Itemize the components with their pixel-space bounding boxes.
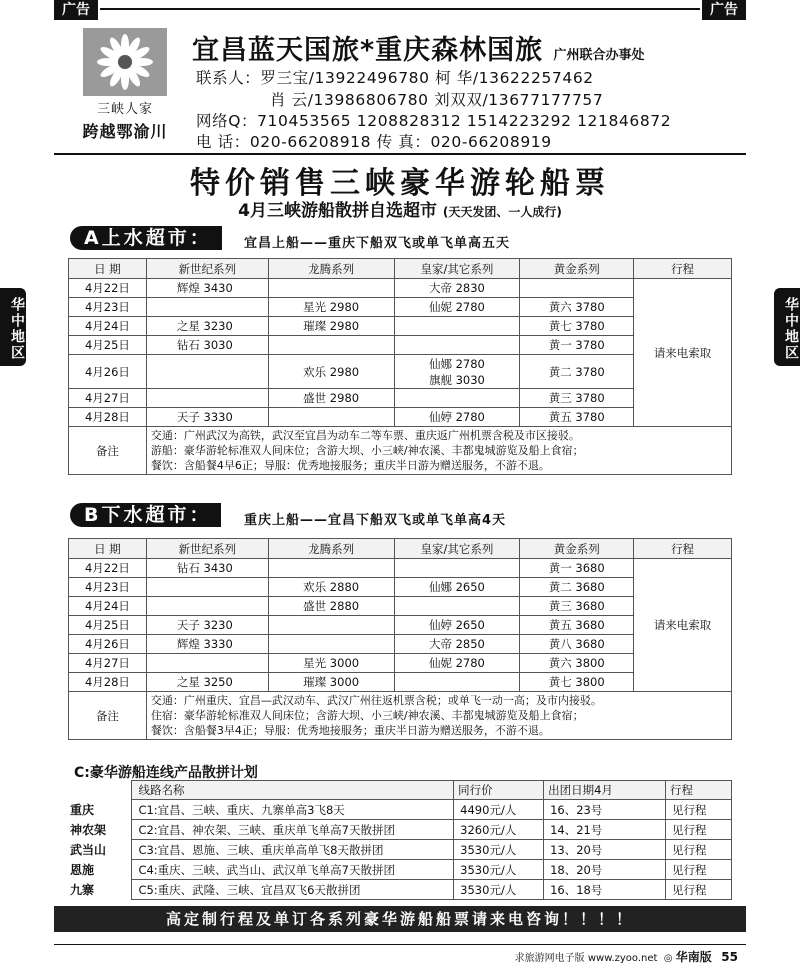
ad-label-left: 广告 bbox=[54, 0, 98, 20]
table-cell: 黄三 3680 bbox=[520, 597, 634, 616]
table-header: 日 期 bbox=[69, 539, 147, 559]
contact-line-2: 肖 云/13986806780 刘双双/13677177757 bbox=[270, 91, 604, 109]
table-cell: 16、23号 bbox=[544, 800, 666, 820]
table-cell: 黄一 3680 bbox=[520, 559, 634, 578]
table-cell bbox=[394, 389, 520, 408]
table-cell: 见行程 bbox=[666, 840, 732, 860]
company-logo bbox=[64, 28, 186, 146]
route-label: 恩施 bbox=[70, 863, 95, 877]
footer-brand: 华南版 bbox=[675, 950, 712, 964]
section-a-tag: A上水超市： bbox=[70, 226, 222, 250]
table-cell: 4月23日 bbox=[69, 298, 147, 317]
table-cell bbox=[268, 559, 394, 578]
remark-line: 游船：豪华游轮标准双人间床位；含游大坝、小三峡/神农溪、丰都鬼城游览及船上食宿； bbox=[150, 444, 584, 457]
table-cell bbox=[268, 336, 394, 355]
table-cell: 璀璨 2980 bbox=[268, 317, 394, 336]
table-header: 新世纪系列 bbox=[146, 259, 268, 279]
table-cell: 盛世 2880 bbox=[268, 597, 394, 616]
table-header: 皇家/其它系列 bbox=[394, 539, 520, 559]
table-cell: 见行程 bbox=[666, 820, 732, 840]
table-cell: 黄七 3800 bbox=[520, 673, 634, 692]
top-rule bbox=[100, 8, 700, 10]
table-row bbox=[68, 860, 732, 880]
remarks-text bbox=[146, 692, 731, 740]
route-label: 九寨 bbox=[70, 883, 95, 897]
table-cell bbox=[268, 279, 394, 298]
table-cell: C5:重庆、武隆、三峡、宜昌双飞6天散拼团 bbox=[132, 880, 454, 900]
table-row bbox=[69, 389, 732, 408]
table-cell bbox=[146, 654, 268, 673]
table-cell: 4月24日 bbox=[69, 597, 147, 616]
table-row bbox=[69, 616, 732, 635]
table-cell: 4月25日 bbox=[69, 336, 147, 355]
footer-site: 求旅游网电子版 www.zyoo.net bbox=[514, 953, 658, 964]
contact-line-3: 网络Q：710453565 1208828312 1514223292 121846872 bbox=[196, 112, 672, 130]
table-cell: 黄五 3680 bbox=[520, 616, 634, 635]
region-tab-left: 华中地区 bbox=[0, 288, 26, 366]
contact-line-1: 联系人：罗三宝/13922496780 柯 华/13622257462 bbox=[196, 69, 594, 87]
table-cell: 4月26日 bbox=[69, 635, 147, 654]
table-cell: 3530元/人 bbox=[454, 860, 544, 880]
table-cell: 黄二 3780 bbox=[520, 355, 634, 389]
table-row bbox=[69, 298, 732, 317]
table-cell: 3260元/人 bbox=[454, 820, 544, 840]
company-name bbox=[192, 28, 645, 67]
table-cell bbox=[146, 298, 268, 317]
table-c-header: 行程 bbox=[666, 781, 732, 800]
table-cell: 仙娜 2650 bbox=[394, 578, 520, 597]
table-cell: 大帝 2830 bbox=[394, 279, 520, 298]
table-cell: 之星 3250 bbox=[146, 673, 268, 692]
table-row bbox=[68, 820, 732, 840]
table-cell bbox=[146, 597, 268, 616]
table-cell bbox=[268, 616, 394, 635]
table-row bbox=[69, 654, 732, 673]
table-cell: 欢乐 2980 bbox=[268, 355, 394, 389]
table-c-corner bbox=[68, 781, 132, 800]
company-office: 广州联合办事处 bbox=[553, 48, 645, 63]
table-cell: 4月27日 bbox=[69, 654, 147, 673]
footer-banner: 高定制行程及单订各系列豪华游船船票请来电咨询！！！！ bbox=[54, 906, 746, 932]
table-cell: 见行程 bbox=[666, 800, 732, 820]
region-tab-right: 华中地区 bbox=[774, 288, 800, 366]
table-cell bbox=[268, 635, 394, 654]
table-cell: 仙婷 2650 bbox=[394, 616, 520, 635]
table-cell: 3530元/人 bbox=[454, 880, 544, 900]
route-label: 神农架 bbox=[70, 823, 107, 837]
header-rule bbox=[54, 153, 746, 155]
table-cell: C1:宜昌、三峡、重庆、九寨单高3飞8天 bbox=[132, 800, 454, 820]
table-cell: 4月23日 bbox=[69, 578, 147, 597]
logo-line1: 三峡人家 bbox=[96, 102, 153, 117]
table-row bbox=[68, 800, 732, 820]
table-cell: 4月24日 bbox=[69, 317, 147, 336]
table-cell bbox=[394, 673, 520, 692]
table-cell bbox=[520, 279, 634, 298]
table-cell: 4月22日 bbox=[69, 279, 147, 298]
table-c-header: 出团日期4月 bbox=[544, 781, 666, 800]
table-cell: 星光 2980 bbox=[268, 298, 394, 317]
table-cell: 4月25日 bbox=[69, 616, 147, 635]
table-cell: 18、20号 bbox=[544, 860, 666, 880]
table-cell bbox=[394, 597, 520, 616]
table-cell: 见行程 bbox=[666, 880, 732, 900]
remarks-text bbox=[146, 427, 731, 475]
table-c-header: 同行价 bbox=[454, 781, 544, 800]
table-cell: C2:宜昌、神农架、三峡、重庆单飞单高7天散拼团 bbox=[132, 820, 454, 840]
table-cell: C4:重庆、三峡、武当山、武汉单飞单高7天散拼团 bbox=[132, 860, 454, 880]
table-cell: 仙婷 2780 bbox=[394, 408, 520, 427]
route-label: 重庆 bbox=[70, 803, 95, 817]
table-cell: C3:宜昌、恩施、三峡、重庆单高单飞8天散拼团 bbox=[132, 840, 454, 860]
remark-line: 餐饮：含船餐3早4正；导服：优秀地接服务；重庆半日游为赠送服务，不游不退。 bbox=[150, 724, 550, 737]
table-cell: 4月22日 bbox=[69, 559, 147, 578]
flower-icon bbox=[83, 28, 167, 96]
remarks-label: 备注 bbox=[69, 427, 147, 475]
remarks-label: 备注 bbox=[69, 692, 147, 740]
table-header: 龙腾系列 bbox=[268, 539, 394, 559]
table-cell bbox=[394, 336, 520, 355]
table-cell bbox=[146, 578, 268, 597]
table-cell: 14、21号 bbox=[544, 820, 666, 840]
table-cell: 仙妮 2780 bbox=[394, 654, 520, 673]
table-cell: 13、20号 bbox=[544, 840, 666, 860]
table-row bbox=[69, 597, 732, 616]
table-header: 龙腾系列 bbox=[268, 259, 394, 279]
table-cell: 欢乐 2880 bbox=[268, 578, 394, 597]
table-cell: 仙妮 2780 bbox=[394, 298, 520, 317]
table-cell: 4月26日 bbox=[69, 355, 147, 389]
remark-line: 餐饮：含船餐4早6正；导服：优秀地接服务；重庆半日游为赠送服务，不游不退。 bbox=[150, 459, 550, 472]
table-header: 黄金系列 bbox=[520, 539, 634, 559]
table-row bbox=[69, 336, 732, 355]
route-label: 武当山 bbox=[70, 843, 107, 857]
table-header: 行程 bbox=[634, 259, 732, 279]
table-cell: 黄二 3680 bbox=[520, 578, 634, 597]
table-row bbox=[69, 635, 732, 654]
table-cell: 辉煌 3330 bbox=[146, 635, 268, 654]
itinerary-cell: 请来电索取 bbox=[634, 559, 732, 692]
table-b bbox=[68, 538, 732, 740]
section-b-note: 重庆上船——宜昌下船双飞或单飞单高4天 bbox=[244, 513, 507, 528]
subtitle-note: (天天发团、一人成行) bbox=[442, 205, 562, 219]
table-cell: 黄三 3780 bbox=[520, 389, 634, 408]
globe-icon: ◎ bbox=[663, 953, 673, 964]
table-cell: 黄一 3780 bbox=[520, 336, 634, 355]
table-header: 黄金系列 bbox=[520, 259, 634, 279]
table-cell: 天子 3330 bbox=[146, 408, 268, 427]
page-number: 55 bbox=[721, 950, 738, 964]
table-c bbox=[68, 780, 732, 900]
table-cell: 3530元/人 bbox=[454, 840, 544, 860]
table-cell: 大帝 2850 bbox=[394, 635, 520, 654]
table-header: 行程 bbox=[634, 539, 732, 559]
table-cell bbox=[394, 317, 520, 336]
table-row bbox=[69, 279, 732, 298]
footer-rule bbox=[54, 944, 746, 945]
table-row bbox=[69, 578, 732, 597]
table-row bbox=[68, 840, 732, 860]
table-cell: 仙娜 2780 旗舰 3030 bbox=[394, 355, 520, 389]
table-row bbox=[69, 355, 732, 389]
company-title: 宜昌蓝天国旅*重庆森林国旅 bbox=[192, 35, 544, 66]
section-c-title: C:豪华游船连线产品散拼计划 bbox=[74, 765, 258, 781]
ad-label-right: 广告 bbox=[702, 0, 746, 20]
table-cell: 天子 3230 bbox=[146, 616, 268, 635]
table-cell: 4月28日 bbox=[69, 408, 147, 427]
table-cell bbox=[146, 355, 268, 389]
remarks-row bbox=[69, 427, 732, 475]
table-cell: 黄七 3780 bbox=[520, 317, 634, 336]
table-header: 皇家/其它系列 bbox=[394, 259, 520, 279]
table-cell: 见行程 bbox=[666, 860, 732, 880]
table-cell: 之星 3230 bbox=[146, 317, 268, 336]
logo-line2: 跨越鄂渝川 bbox=[82, 122, 168, 141]
contact-line-4: 电 话：020-66208918 传 真：020-66208919 bbox=[196, 133, 552, 151]
table-cell: 黄八 3680 bbox=[520, 635, 634, 654]
table-header: 新世纪系列 bbox=[146, 539, 268, 559]
subtitle bbox=[0, 196, 800, 221]
table-cell: 钻石 3030 bbox=[146, 336, 268, 355]
table-cell: 4490元/人 bbox=[454, 800, 544, 820]
table-cell: 辉煌 3430 bbox=[146, 279, 268, 298]
table-a bbox=[68, 258, 732, 475]
table-cell bbox=[394, 559, 520, 578]
table-row bbox=[69, 408, 732, 427]
remarks-row bbox=[69, 692, 732, 740]
table-header: 日 期 bbox=[69, 259, 147, 279]
table-cell bbox=[146, 389, 268, 408]
remark-line: 住宿：豪华游轮标准双人间床位；含游大坝、小三峡/神农溪、丰都鬼城游览及船上食宿； bbox=[150, 709, 584, 722]
table-row bbox=[69, 673, 732, 692]
headline: 特价销售三峡豪华游轮船票 bbox=[190, 166, 610, 201]
table-cell bbox=[268, 408, 394, 427]
table-cell: 星光 3000 bbox=[268, 654, 394, 673]
table-cell: 4月28日 bbox=[69, 673, 147, 692]
section-b-tag: B下水超市： bbox=[70, 503, 221, 527]
table-row bbox=[68, 880, 732, 900]
table-cell: 黄六 3800 bbox=[520, 654, 634, 673]
table-cell: 璀璨 3000 bbox=[268, 673, 394, 692]
table-cell: 黄六 3780 bbox=[520, 298, 634, 317]
section-a-note: 宜昌上船——重庆下船双飞或单飞单高五天 bbox=[244, 236, 511, 251]
remark-line: 交通：广州重庆、宜昌—武汉动车、武汉广州往返机票含税；或单飞一动一高；及市内接驳。 bbox=[150, 694, 602, 707]
table-cell: 4月27日 bbox=[69, 389, 147, 408]
table-cell: 钻石 3430 bbox=[146, 559, 268, 578]
table-cell: 黄五 3780 bbox=[520, 408, 634, 427]
table-c-header: 线路名称 bbox=[132, 781, 454, 800]
table-cell: 盛世 2980 bbox=[268, 389, 394, 408]
itinerary-cell: 请来电索取 bbox=[634, 279, 732, 427]
table-cell: 16、18号 bbox=[544, 880, 666, 900]
subtitle-main: 4月三峡游船散拼自选超市 bbox=[238, 201, 437, 221]
table-row bbox=[69, 317, 732, 336]
remark-line: 交通：广州武汉为高铁，武汉至宜昌为动车二等车票、重庆返广州机票含税及市区接驳。 bbox=[150, 429, 580, 442]
footer bbox=[515, 948, 738, 965]
table-row bbox=[69, 559, 732, 578]
